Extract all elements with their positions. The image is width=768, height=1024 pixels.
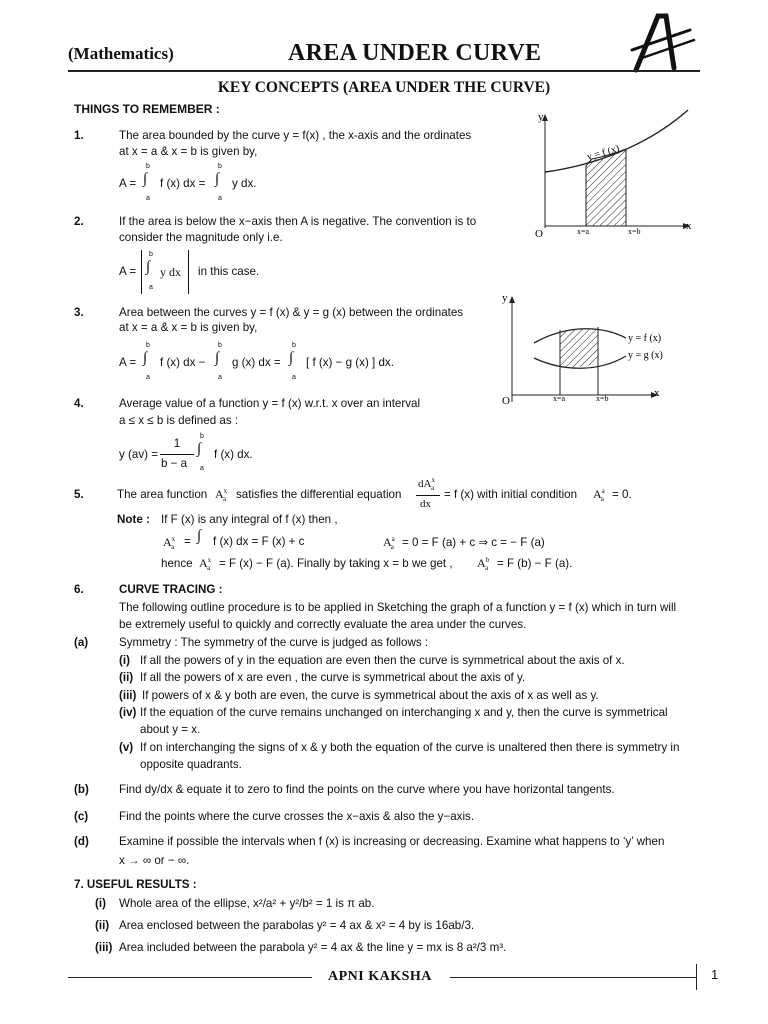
hence-text: = F (x) − F (a). Finally by taking x = b we get , — [219, 557, 453, 570]
fig2-y-label: y — [502, 292, 508, 304]
item-1-int2-upper: b — [218, 163, 222, 170]
header-rule — [68, 70, 700, 72]
fig1-curve-label: y = f (x) — [585, 143, 621, 163]
item-4-lhs: y (av) = — [119, 448, 158, 461]
item-3-part3: [ f (x) − g (x) ] dx. — [306, 356, 394, 369]
sub-iv-text-1: If the equation of the curve remains unchanged on interchanging x and y, then the curve is symmetrical — [140, 706, 668, 719]
page-number: 1 — [711, 967, 719, 982]
integral-sign: ∫ — [215, 171, 220, 187]
item-3-line2: at x = a & x = b is given by, — [119, 321, 258, 334]
integral-sign: ∫ — [215, 350, 220, 366]
equals-sign: = — [184, 535, 191, 548]
figure-area-under-curve — [500, 106, 710, 246]
sub-iii-label: (iii) — [119, 689, 137, 702]
point-b-label: (b) — [74, 783, 89, 796]
fig1-y-label: y — [538, 111, 544, 123]
point-d-text-2: x → ∞ or − ∞. — [119, 854, 190, 867]
item-2-line1: If the area is below the x−axis then A is negative. The convention is to — [119, 215, 477, 228]
fig2-xa: x=a — [553, 394, 566, 403]
item-1-formula-start: A = — [119, 177, 137, 190]
fraction-bar — [160, 454, 194, 455]
item-4-rhs: f (x) dx. — [214, 448, 253, 461]
item-1-formula-end: y dx. — [232, 177, 257, 190]
hence-result: = F (b) − F (a). — [497, 557, 573, 570]
item-3-line1: Area between the curves y = f (x) & y = g (x) between the ordinates — [119, 306, 464, 319]
item-2-int-lower: a — [149, 284, 153, 291]
result-3-text: Area included between the parabola y² = 4 ax & the line y = mx is 8 a²/3 m³. — [119, 941, 507, 954]
point-c-text: Find the points where the curve crosses the x−axis & also the y−axis. — [119, 810, 475, 823]
item-2-number: 2. — [74, 215, 84, 228]
item-4-frac-num: 1 — [173, 437, 181, 450]
item-2-integrand: y dx — [160, 265, 181, 279]
item-2-formula-end: in this case. — [198, 265, 260, 278]
point-a-label: (a) — [74, 636, 89, 649]
integral-sign: ∫ — [197, 528, 202, 544]
item-4-line1: Average value of a function y = f (x) w.r.t. x over an interval — [119, 397, 421, 410]
fig1-origin: O — [535, 228, 543, 240]
footer-brand: APNI KAKSHA — [328, 969, 432, 984]
fig2-origin: O — [502, 395, 510, 407]
item-2-formula-start: A = — [119, 265, 137, 278]
integral-sign: ∫ — [143, 350, 148, 366]
integral-sign: ∫ — [197, 441, 202, 457]
point-d-label: (d) — [74, 835, 89, 848]
fig2-x-label: x — [654, 387, 660, 399]
section-title: KEY CONCEPTS (AREA UNDER THE CURVE) — [217, 79, 551, 96]
area-function-symbol: $A^b_a$ — [477, 556, 490, 572]
item-2-line2: consider the magnitude only i.e. — [119, 231, 283, 244]
item-3-part2: g (x) dx = — [232, 356, 281, 369]
item-5-text3: = f (x) with initial condition — [444, 488, 578, 501]
sub-i-label: (i) — [119, 654, 130, 667]
item-4-frac-den: b − a — [161, 457, 188, 470]
item-1-int2-lower: a — [218, 195, 222, 202]
area-function-symbol: $A^x_a$ — [163, 535, 176, 551]
sub-ii-label: (ii) — [119, 671, 134, 684]
item-4-number: 4. — [74, 397, 84, 410]
fig2-xb: x=b — [596, 394, 609, 403]
item-3-int2-lower: a — [218, 374, 222, 381]
hence-label: hence — [161, 557, 193, 570]
item-3-part1: f (x) dx − — [160, 356, 206, 369]
sub-iv-label: (iv) — [119, 706, 137, 719]
item-1-int1-upper: b — [146, 163, 150, 170]
note-text: If F (x) is any integral of f (x) then , — [161, 513, 338, 526]
result-3-label: (iii) — [95, 941, 113, 954]
sub-v-label: (v) — [119, 741, 134, 754]
item-3-int1-lower: a — [146, 374, 150, 381]
result-1-label: (i) — [95, 897, 106, 910]
sub-v-text-1: If on interchanging the signs of x & y both the equation of the curve is unaltered then there is symmetry in — [140, 741, 680, 754]
area-function-symbol: $A^x_a$ — [199, 556, 212, 572]
item-5-text4: = 0. — [612, 488, 632, 501]
item-3-int1-upper: b — [146, 342, 150, 349]
item-1-int1-lower: a — [146, 195, 150, 202]
item-5-frac-num: $dA^x_a$ — [418, 476, 435, 492]
integral-sign: ∫ — [143, 171, 148, 187]
item-6-number: 6. — [74, 583, 84, 596]
sub-ii-text: If all the powers of x are even , the curve is symmetrical about the axis of y. — [140, 671, 526, 684]
fig2-g-label: y = g (x) — [628, 350, 663, 361]
fig1-xb: x=b — [628, 227, 641, 236]
integral-sign: ∫ — [146, 259, 151, 275]
note-eq1: f (x) dx = F (x) + c — [213, 535, 305, 548]
item-5-frac-den: dx — [420, 498, 431, 510]
item-3-formula-start: A = — [119, 356, 137, 369]
result-1-text: Whole area of the ellipse, x²/a² + y²/b² = 1 is π ab. — [119, 897, 375, 910]
figure-area-between-curves — [494, 290, 704, 412]
brand-logo — [628, 10, 700, 76]
result-2-label: (ii) — [95, 919, 110, 932]
item-3-int3-lower: a — [292, 374, 296, 381]
item-1-formula-mid: f (x) dx = — [160, 177, 206, 190]
subject-label: (Mathematics) — [68, 44, 174, 63]
area-function-symbol: $A^a_a$ — [383, 535, 395, 551]
area-function-symbol: $A^x_a$ — [215, 487, 228, 503]
item-1-number: 1. — [74, 129, 84, 142]
point-b-text: Find dy/dx & equate it to zero to find the points on the curve where you have horizontal tangents. — [119, 783, 615, 796]
item-4-int-upper: b — [200, 433, 204, 440]
item-5-number: 5. — [74, 488, 84, 501]
note-eq2: = 0 = F (a) + c ⇒ c = − F (a) — [402, 536, 545, 549]
item-5-text2: satisfies the differential equation — [236, 488, 402, 501]
item-3-number: 3. — [74, 306, 84, 319]
footer-rule-left — [68, 977, 312, 978]
sub-i-text: If all the powers of y in the equation are even then the curve is symmetrical about the axis of x. — [140, 654, 625, 667]
point-c-label: (c) — [74, 810, 89, 823]
sub-iii-text: If powers of x & y both are even, the curve is symmetrical about the axis of x as well as y. — [142, 689, 599, 702]
abs-bar-right — [188, 250, 189, 294]
item-3-int3-upper: b — [292, 342, 296, 349]
things-heading: THINGS TO REMEMBER : — [74, 102, 220, 116]
item-5-text1: The area function — [117, 488, 208, 501]
fig2-f-label: y = f (x) — [628, 333, 662, 344]
item-2-int-upper: b — [149, 251, 153, 258]
sub-iv-text-2: about y = x. — [140, 723, 201, 736]
item-4-int-lower: a — [200, 465, 204, 472]
curve-tracing-heading: CURVE TRACING : — [119, 583, 223, 596]
fig1-xa: x=a — [577, 227, 590, 236]
item-3-int2-upper: b — [218, 342, 222, 349]
fig1-x-label: x — [686, 220, 692, 232]
item-1-line1: The area bounded by the curve y = f(x) , the x-axis and the ordinates — [119, 129, 472, 142]
point-a-text: Symmetry : The symmetry of the curve is judged as follows : — [119, 636, 429, 649]
curve-tracing-intro-2: be extremely useful to quickly and correctly evaluate the area under the curves. — [119, 618, 527, 631]
footer-rule-right — [450, 977, 696, 978]
sub-v-text-2: opposite quadrants. — [140, 758, 242, 771]
item-1-line2: at x = a & x = b is given by, — [119, 145, 258, 158]
area-function-symbol: $A^a_a$ — [593, 487, 605, 503]
footer-tick — [696, 964, 697, 990]
abs-bar-left — [141, 250, 142, 294]
note-label: Note : — [117, 513, 150, 526]
curve-tracing-intro-1: The following outline procedure is to be applied in Sketching the graph of a function y = f (x) which in turn will — [119, 601, 677, 614]
result-2-text: Area enclosed between the parabolas y² = 4 ax & x² = 4 by is 16ab/3. — [119, 919, 475, 932]
point-d-text-1: Examine if possible the intervals when f (x) is increasing or decreasing. Examine what happens to ‘y’ when — [119, 835, 665, 848]
item-4-line2: a ≤ x ≤ b is defined as : — [119, 414, 239, 427]
integral-sign: ∫ — [289, 350, 294, 366]
useful-results-heading: 7. USEFUL RESULTS : — [74, 878, 197, 891]
page-title: AREA UNDER CURVE — [288, 40, 542, 66]
fraction-bar — [416, 495, 440, 496]
